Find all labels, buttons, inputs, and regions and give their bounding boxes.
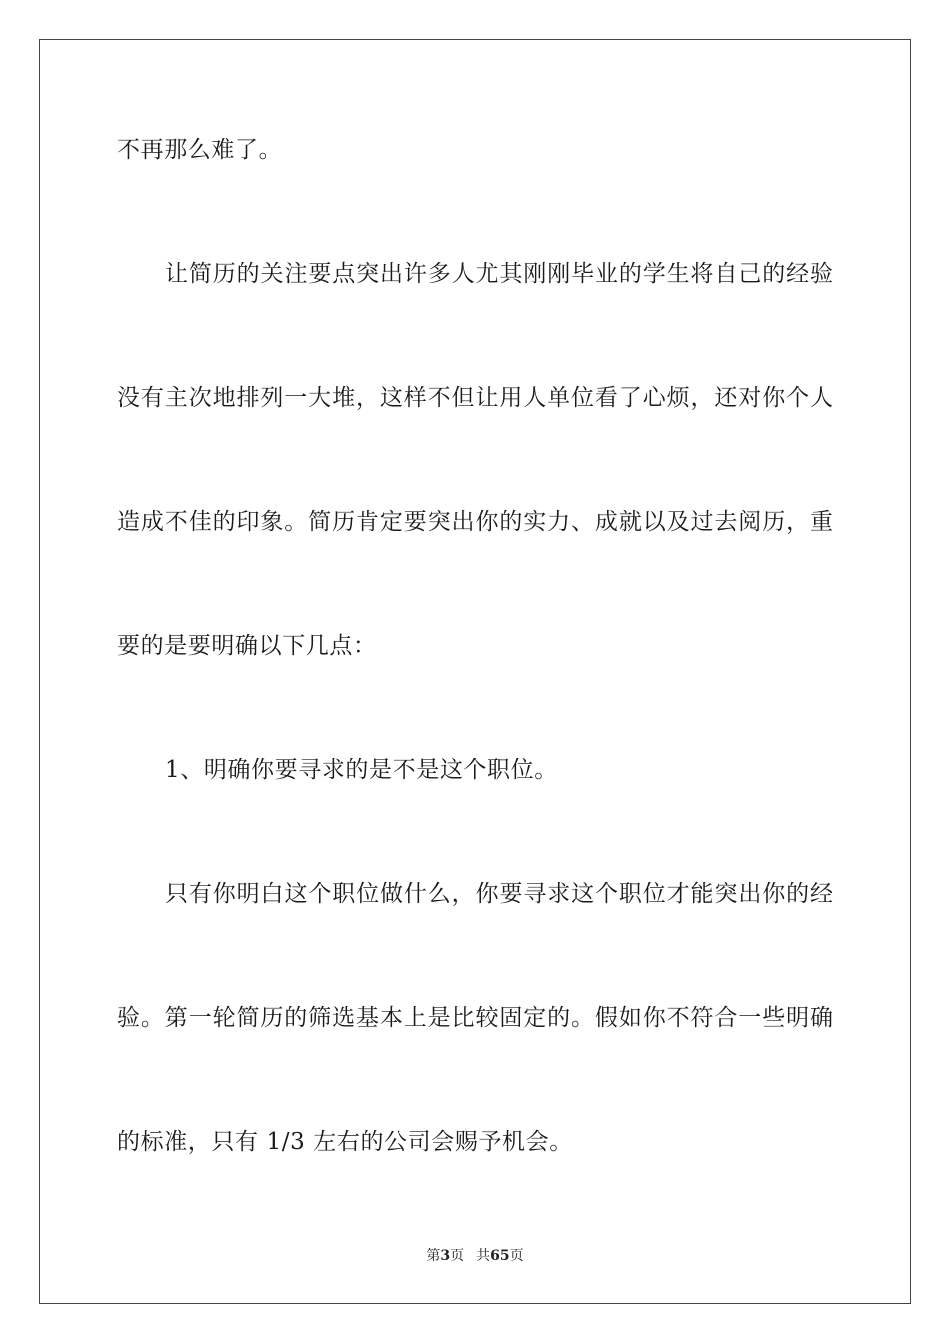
text-line-7: 只有你明白这个职位做什么，你要寻求这个职位才能突出你的经	[165, 881, 833, 907]
text-line-9: 的标准，只有 1/3 左右的公司会赐予机会。	[117, 1129, 573, 1155]
page-border	[39, 39, 911, 1304]
text-line-4: 造成不佳的印象。简历肯定要突出你的实力、成就以及过去阅历，重	[117, 509, 833, 535]
text-line-2: 让简历的关注要点突出许多人尤其刚刚毕业的学生将自己的经验	[165, 261, 833, 287]
total-prefix: 共	[476, 1248, 491, 1264]
page-number: 3	[440, 1248, 451, 1264]
page-suffix: 页	[450, 1248, 465, 1264]
text-line-6: 1、明确你要寻求的是不是这个职位。	[165, 757, 558, 783]
total-suffix: 页	[509, 1248, 524, 1264]
text-line-5: 要的是要明确以下几点：	[117, 633, 377, 659]
text-line-8: 验。第一轮简历的筛选基本上是比较固定的。假如你不符合一些明确	[117, 1005, 833, 1031]
total-pages: 65	[490, 1248, 510, 1264]
text-line-1: 不再那么难了。	[117, 137, 283, 163]
page-prefix: 第	[426, 1248, 441, 1264]
text-line-3: 没有主次地排列一大堆，这样不但让用人单位看了心烦，还对你个人	[117, 385, 833, 411]
page-footer	[0, 1247, 950, 1265]
